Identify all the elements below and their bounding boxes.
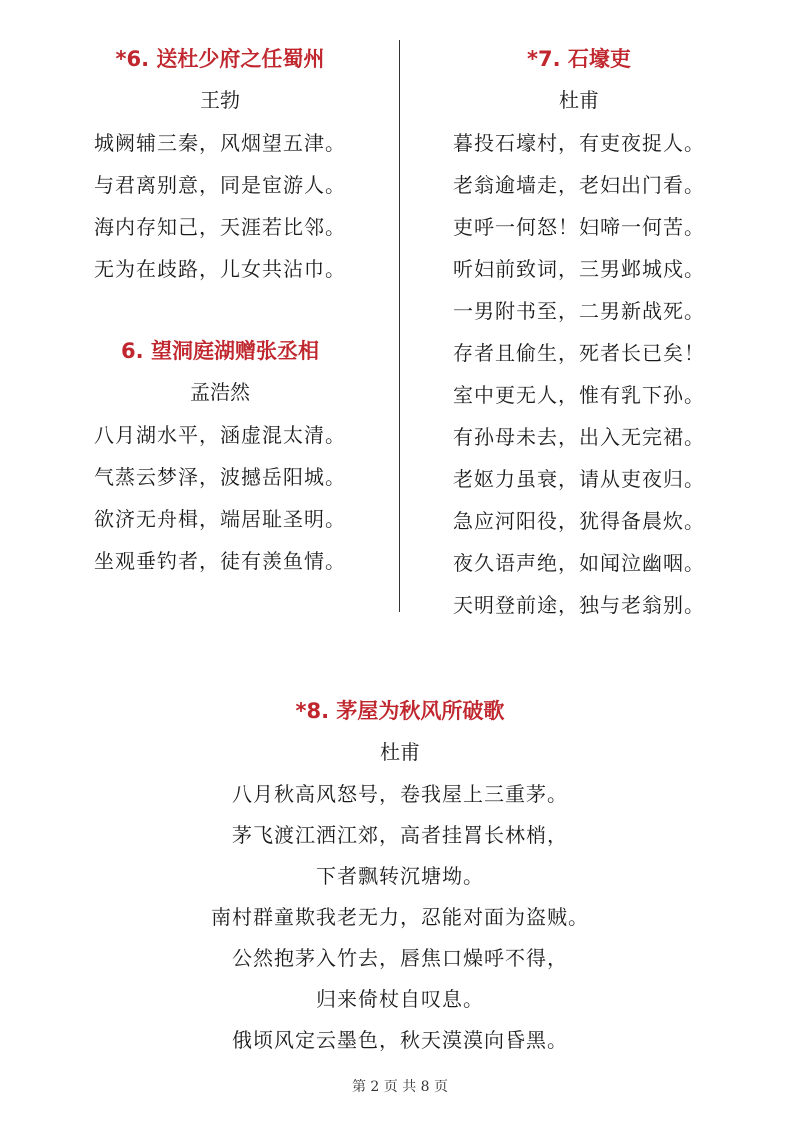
poem-line: 海内存知己，天涯若比邻。	[94, 215, 346, 239]
poem-line: 南村群童欺我老无力，忍能对面为盗贼。	[211, 905, 589, 929]
poem-line: 夜久语声绝，如闻泣幽咽。	[453, 551, 705, 575]
poem-title: *6. 送杜少府之任蜀州	[115, 47, 325, 71]
poem-line: 听妇前致词，三男邺城戍。	[453, 257, 705, 281]
poem-line: 急应河阳役，犹得备晨炊。	[453, 509, 705, 533]
poem-line: 八月秋高风怒号，卷我屋上三重茅。	[232, 782, 568, 806]
poem-line: 暮投石壕村，有吏夜捉人。	[453, 131, 705, 155]
poem-line: 吏呼一何怒！妇啼一何苦。	[453, 215, 705, 239]
poem-line: 气蒸云梦泽，波撼岳阳城。	[94, 465, 346, 489]
right-column	[398, 38, 760, 626]
poem-title: *8. 茅屋为秋风所破歌	[295, 699, 505, 723]
section-gap	[40, 290, 400, 330]
poem-song-du-shaofu	[40, 38, 400, 290]
poem-line: 有孙母未去，出入无完裙。	[453, 425, 705, 449]
poem-line: 与君离别意，同是宦游人。	[94, 173, 346, 197]
poem-shi-hao-li	[398, 38, 760, 626]
poem-author: 杜甫	[380, 740, 420, 764]
poem-author: 杜甫	[559, 88, 599, 112]
poem-line: 无为在歧路，儿女共沾巾。	[94, 257, 346, 281]
left-column	[40, 38, 400, 582]
poem-line: 下者飘转沉塘坳。	[316, 864, 484, 888]
poem-line: 欲济无舟楫，端居耻圣明。	[94, 507, 346, 531]
poem-title: 6. 望洞庭湖赠张丞相	[121, 339, 319, 363]
poem-line: 室中更无人，惟有乳下孙。	[453, 383, 705, 407]
poem-line: 老翁逾墙走，老妇出门看。	[453, 173, 705, 197]
poem-mao-wu-qiu-feng	[0, 690, 800, 1061]
poem-line: 归来倚杖自叹息。	[316, 987, 484, 1011]
poem-line: 天明登前途，独与老翁别。	[453, 593, 705, 617]
poem-line: 公然抱茅入竹去，唇焦口燥呼不得，	[232, 946, 568, 970]
poem-line: 存者且偷生，死者长已矣！	[453, 341, 705, 365]
poem-line: 八月湖水平，涵虚混太清。	[94, 423, 346, 447]
page-number: 第 2 页 共 8 页	[351, 1079, 449, 1095]
poem-title: *7. 石壕吏	[527, 47, 631, 71]
poem-author: 孟浩然	[190, 380, 250, 404]
poem-line: 一男附书至，二男新战死。	[453, 299, 705, 323]
poem-author: 王勃	[200, 88, 240, 112]
poem-wang-dongting-hu	[40, 330, 400, 582]
poem-line: 坐观垂钓者，徒有羡鱼情。	[94, 549, 346, 573]
poem-line: 老妪力虽衰，请从吏夜归。	[453, 467, 705, 491]
poem-line: 茅飞渡江洒江郊，高者挂罥长林梢，	[232, 823, 568, 847]
poem-line: 城阙辅三秦，风烟望五津。	[94, 131, 346, 155]
poem-line: 俄顷风定云墨色，秋天漠漠向昏黑。	[232, 1028, 568, 1052]
